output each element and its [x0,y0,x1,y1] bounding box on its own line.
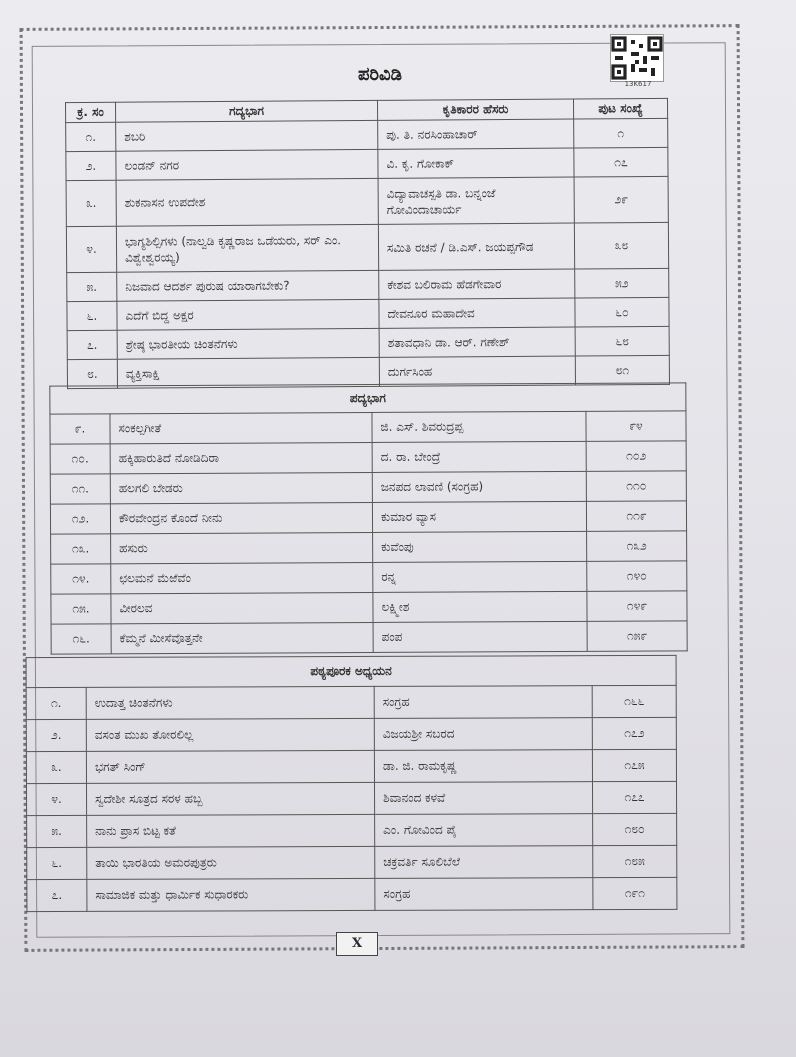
author-cell: ದೇವನೂರ ಮಹಾದೇವ [379,298,575,328]
page-cell: ೩೮ [574,222,668,269]
lesson-cell: ವ್ಯಕ್ತಿಸಾಕ್ಷಿ [117,357,379,388]
lesson-cell: ಲಂಡನ್ ನಗರ [116,149,378,180]
lesson-cell: ಛಲಮನೆ ಮೆಱೆವೆಂ [111,562,373,593]
page-cell: ೧೬೬ [592,685,676,717]
lesson-cell: ನಾನು ಪ್ರಾಸ ಬಿಟ್ಟ ಕತೆ [87,814,375,847]
serial-cell: ೮. [67,359,117,388]
page-cell: ೧೦೨ [586,441,686,472]
table-row [66,176,668,226]
page-cell: ೧೮೫ [593,845,677,877]
serial-cell: ೪. [26,783,86,815]
page-cell: ೧೭೫ [592,749,676,781]
page-cell: ೯೪ [586,411,686,442]
author-cell: ಕುಮಾರ ವ್ಯಾಸ [372,501,586,532]
page-cell: ೧೮೦ [593,813,677,845]
serial-cell: ೧೦. [50,444,110,474]
author-cell: ರನ್ನ [373,561,587,592]
table-row [26,685,676,719]
serial-cell: ೬. [27,847,87,879]
header-lesson: ಗದ್ಯಭಾಗ [116,100,378,122]
author-cell: ಜಿ. ಎಸ್. ಶಿವರುದ್ರಪ್ಪ [372,411,586,442]
author-cell: ವಿಜಯಶ್ರೀ ಸಬರದ [374,718,592,751]
lesson-cell: ವೀರಲವ [111,592,373,623]
author-cell: ಜನಪದ ಲಾವಣಿ (ಸಂಗ್ರಹ) [372,471,586,502]
table-row [26,781,676,815]
page-cell: ೫೨ [575,268,669,298]
serial-cell: ೨. [66,151,116,180]
author-cell: ಲಕ್ಷ್ಮೀಶ [373,591,587,622]
lesson-cell: ಹಲಗಲಿ ಬೇಡರು [110,472,372,503]
author-cell: ಪಂಪ [373,621,587,652]
serial-cell: ೧೬. [51,624,111,654]
author-cell: ದುರ್ಗಸಿಂಹ [379,356,575,386]
author-cell: ಸಂಗ್ರಹ [374,686,592,719]
page-cell: ೧೧೦ [586,471,686,502]
table-row [66,118,668,151]
author-cell: ಡಾ. ಜಿ. ರಾಮಕೃಷ್ಣ [374,750,592,783]
table-row [50,501,686,534]
serial-cell: ೬. [67,301,117,330]
lesson-cell: ವಸಂತ ಮುಖ ತೋರಲಿಲ್ಲ [86,718,374,751]
author-cell: ವಿ. ಕೃ. ಗೋಕಾಕ್ [378,148,574,178]
author-cell: ಚಕ್ರವರ್ತಿ ಸೂಲಿಬೆಲೆ [375,846,593,879]
lesson-cell: ಕೆಮ್ಮನೆ ಮೀಸೆವೊತ್ತನೇ [111,622,373,653]
page-number: X [336,932,378,956]
serial-cell: ೯. [50,414,110,444]
table-row [67,297,669,330]
lesson-cell: ಸಂಕಲ್ಪಗೀತೆ [110,412,372,443]
page-cell: ೧೯೧ [593,877,677,909]
table-row [50,441,686,474]
serial-cell: ೭. [27,879,87,911]
section-heading-row [50,383,686,414]
table-row [27,813,677,847]
header-author: ಕೃತಿಕಾರರ ಹೆಸರು [378,99,574,120]
page-cell: ೧೭೭ [592,781,676,813]
table-row [66,222,668,272]
header-page: ಪುಟ ಸಂಖ್ಯೆ [573,98,667,119]
page-cell: ೧೭೨ [592,717,676,749]
lesson-cell: ಉದಾತ್ತ ಚಿಂತನೆಗಳು [86,686,374,719]
table-row [51,591,687,624]
author-cell: ಪು. ತಿ. ನರಸಿಂಹಾಚಾರ್ [378,119,574,149]
poetry-table [49,382,687,654]
serial-cell: ೧. [26,687,86,719]
serial-cell: ೪. [66,226,116,272]
serial-cell: ೧೫. [51,594,111,624]
lesson-cell: ಸಾಮಾಜಿಕ ಮತ್ತು ಧಾರ್ಮಿಕ ಸುಧಾರಕರು [87,878,375,911]
serial-cell: ೧೨. [50,504,110,534]
supplementary-table [26,655,678,912]
table-row [67,268,669,301]
lesson-cell: ಶಬರಿ [116,120,378,151]
serial-cell: ೩. [26,751,86,783]
page-cell: ೧೪೯ [587,591,687,622]
qr-code-icon [610,34,664,82]
page-cell: ೮೧ [575,355,669,385]
page-cell: ೧೧೯ [586,501,686,532]
table-row [26,717,676,751]
author-cell: ಸಮಿತಿ ರಚನೆ / ಡಿ.ಎಸ್. ಜಯಪ್ಪಗೌಡ [378,223,574,270]
lesson-cell: ಹಸುರು [111,532,373,563]
lesson-cell: ಭಾಗ್ಯಶಿಲ್ಪಿಗಳು (ನಾಲ್ವಡಿ ಕೃಷ್ಣರಾಜ ಒಡೆಯರು, ಸರ್ ಎಂ. ವಿಶ್ವೇಶ್ವರಯ್ಯ) [116,224,378,272]
section-heading-row [26,655,676,687]
serial-cell: ೧೧. [50,474,110,504]
lesson-cell: ಸ್ವದೇಶೀ ಸೂತ್ರದ ಸರಳ ಹಬ್ಬ [86,782,374,815]
lesson-cell: ತಾಯಿ ಭಾರತಿಯ ಅಮರಪುತ್ರರು [87,846,375,879]
table-row [51,621,687,654]
table-row [50,471,686,504]
serial-cell: ೧೪. [51,564,111,594]
author-cell: ಶತಾವಧಾನಿ ಡಾ. ಆರ್. ಗಣೇಶ್ [379,327,575,357]
lesson-cell: ಶುಕನಾಸನ ಉಪದೇಶ [116,178,378,226]
serial-cell: ೧. [66,122,116,151]
table-row [27,845,677,879]
table-row [26,749,676,783]
serial-cell: ೩. [66,180,116,226]
qr-caption: 13K617 [624,80,652,88]
author-cell: ದ. ರಾ. ಬೇಂದ್ರೆ [372,441,586,472]
author-cell: ವಿದ್ಯಾವಾಚಸ್ಪತಿ ಡಾ. ಬನ್ನಂಜೆ ಗೋವಿಂದಾಚಾರ್ಯ [378,177,574,224]
table-row [67,326,669,359]
serial-cell: ೭. [67,330,117,359]
page-cell: ೬೮ [575,326,669,356]
supplementary-heading: ಪಠ್ಯಪೂರಕ ಅಧ್ಯಯನ [26,655,676,687]
author-cell: ಶಿವಾನಂದ ಕಳವೆ [374,782,592,815]
table-row [51,531,687,564]
prose-table [65,98,670,389]
page-cell: ೧ [574,118,668,148]
header-serial: ಕ್ರ. ಸಂ [66,102,116,122]
lesson-cell: ನಿಜವಾದ ಆದರ್ಶ ಪುರುಷ ಯಾರಾಗಬೇಕು? [117,270,379,301]
author-cell: ಸಂಗ್ರಹ [375,878,593,911]
author-cell: ಕೇಶವ ಬಲಿರಾಮ ಹೆಡಗೇವಾರ [379,269,575,299]
page-cell: ೧೫೯ [587,621,687,652]
serial-cell: ೧೩. [51,534,111,564]
lesson-cell: ಹಕ್ಕಿಹಾರುತಿದೆ ನೋಡಿದಿರಾ [110,442,372,473]
lesson-cell: ಎದೆಗೆ ಬಿದ್ದ ಅಕ್ಷರ [117,299,379,330]
page-cell: ೨೯ [574,176,668,223]
page-cell: ೧೭ [574,147,668,177]
page-cell: ೧೩೨ [587,531,687,562]
lesson-cell: ಕೌರವೇಂದ್ರನ ಕೊಂದೆ ನೀನು [110,502,372,533]
table-row [27,877,677,911]
table-row [51,561,687,594]
author-cell: ಎಂ. ಗೋವಿಂದ ಪೈ [375,814,593,847]
table-row [50,411,686,444]
page-cell: ೧೪೦ [587,561,687,592]
page-cell: ೬೦ [575,297,669,327]
poetry-heading: ಪದ್ಯಭಾಗ [50,383,686,414]
page-title: ಪರಿವಿಡಿ [358,64,402,85]
author-cell: ಕುವೆಂಪು [373,531,587,562]
table-row [66,147,668,180]
serial-cell: ೫. [67,272,117,301]
lesson-cell: ಶ್ರೇಷ್ಠ ಭಾರತೀಯ ಚಿಂತನೆಗಳು [117,328,379,359]
serial-cell: ೫. [27,815,87,847]
lesson-cell: ಭಗತ್ ಸಿಂಗ್ [86,750,374,783]
serial-cell: ೨. [26,719,86,751]
